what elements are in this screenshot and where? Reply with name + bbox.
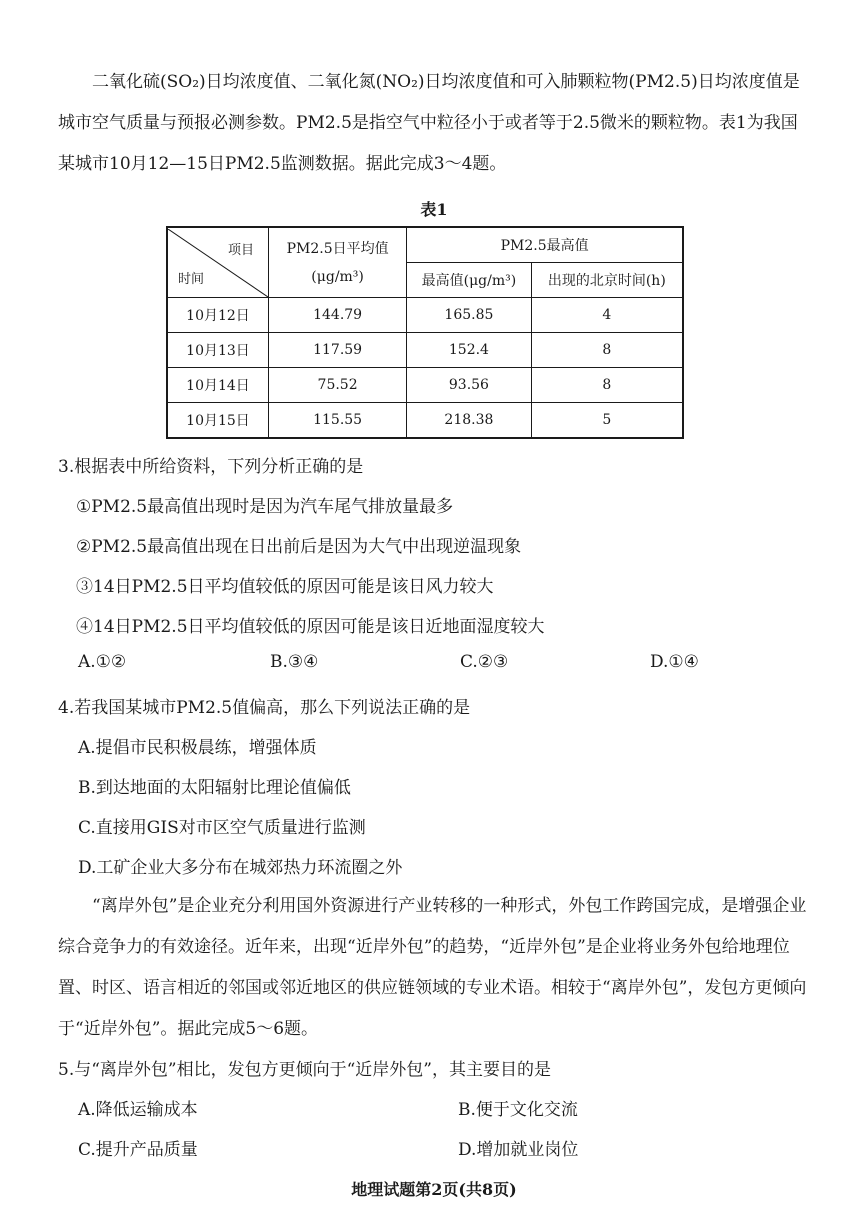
- q3-stem: 3.根据表中所给资料，下列分析正确的是: [58, 457, 364, 477]
- table-row: [167, 403, 683, 439]
- cell-max: 218.38: [407, 403, 531, 439]
- cell-hour: 8: [531, 368, 683, 403]
- cell-hour: 8: [531, 333, 683, 368]
- q5-option-c[interactable]: C.提升产品质量: [78, 1140, 198, 1160]
- intro-passage: [58, 62, 810, 185]
- q5-option-a[interactable]: A.降低运输成本: [78, 1100, 198, 1120]
- cell-date: 10月13日: [167, 333, 269, 368]
- q4-option-d[interactable]: D.工矿企业大多分布在城郊热力环流圈之外: [78, 858, 403, 878]
- q5-stem: 5.与“离岸外包”相比，发包方更倾向于“近岸外包”，其主要目的是: [58, 1060, 551, 1080]
- q5-option-b[interactable]: B.便于文化交流: [458, 1100, 578, 1120]
- page-footer: 地理试题第2页(共8页): [351, 1180, 517, 1199]
- header-max-group: PM2.5最高值: [407, 227, 683, 263]
- header-max-value: 最高值(μg/m³): [407, 263, 531, 298]
- corner-header-date: 时间: [178, 271, 205, 287]
- table-row: [167, 333, 683, 368]
- header-avg: PM2.5日平均值(μg/m³): [269, 227, 407, 298]
- q4-option-b[interactable]: B.到达地面的太阳辐射比理论值偏低: [78, 778, 351, 798]
- q3-statement-3: ③14日PM2.5日平均值较低的原因可能是该日风力较大: [76, 577, 494, 597]
- q4-option-a[interactable]: A.提倡市民积极晨练，增强体质: [78, 738, 317, 758]
- table-corner-cell: [167, 227, 269, 298]
- cell-max: 152.4: [407, 333, 531, 368]
- cell-date: 10月15日: [167, 403, 269, 439]
- intro-text: 二氧化硫(SO₂)日均浓度值、二氧化氮(NO₂)日均浓度值和可入肺颗粒物(PM2.5)日均浓度值是城市空气质量与预报必测参数。PM2.5是指空气中粒径小于或者等于2.5微米的颗粒物。表1为我国某城市10月12—15日PM2.5监测数据。据此完成3～4题。: [58, 72, 800, 174]
- q3-statement-1: ①PM2.5最高值出现时是因为汽车尾气排放量最多: [76, 497, 454, 517]
- cell-avg: 144.79: [269, 298, 407, 333]
- header-max-time: 出现的北京时间(h): [531, 263, 683, 298]
- q3-option-b[interactable]: B.③④: [270, 652, 319, 672]
- cell-avg: 115.55: [269, 403, 407, 439]
- q3-option-c[interactable]: C.②③: [460, 652, 509, 672]
- cell-max: 165.85: [407, 298, 531, 333]
- cell-date: 10月12日: [167, 298, 269, 333]
- cell-hour: 4: [531, 298, 683, 333]
- cell-hour: 5: [531, 403, 683, 439]
- intro2-text: “离岸外包”是企业充分利用国外资源进行产业转移的一种形式，外包工作跨国完成，是增强企业综合竞争力的有效途径。近年来，出现“近岸外包”的趋势，“近岸外包”是企业将业务外包给地理位置、时区、语言相近的邻国或邻近地区的供应链领域的专业术语。相较于“离岸外包”，发包方更倾向于“近岸外包”。据此完成5～6题。: [58, 896, 807, 1039]
- table-caption: 表1: [420, 200, 448, 219]
- q4-stem: 4.若我国某城市PM2.5值偏高，那么下列说法正确的是: [58, 698, 471, 718]
- cell-avg: 75.52: [269, 368, 407, 403]
- intro2-passage: [58, 886, 810, 1050]
- q5-option-d[interactable]: D.增加就业岗位: [458, 1140, 579, 1160]
- cell-date: 10月14日: [167, 368, 269, 403]
- q3-option-d[interactable]: D.①④: [650, 652, 699, 672]
- corner-header-item: 项目: [227, 242, 254, 258]
- pm25-table: [166, 226, 684, 439]
- cell-avg: 117.59: [269, 333, 407, 368]
- table-row: [167, 298, 683, 333]
- q3-statement-4: ④14日PM2.5日平均值较低的原因可能是该日近地面湿度较大: [76, 617, 545, 637]
- cell-max: 93.56: [407, 368, 531, 403]
- q4-option-c[interactable]: C.直接用GIS对市区空气质量进行监测: [78, 818, 366, 838]
- q3-statement-2: ②PM2.5最高值出现在日出前后是因为大气中出现逆温现象: [76, 537, 522, 557]
- q3-option-a[interactable]: A.①②: [78, 652, 127, 672]
- table-row: [167, 368, 683, 403]
